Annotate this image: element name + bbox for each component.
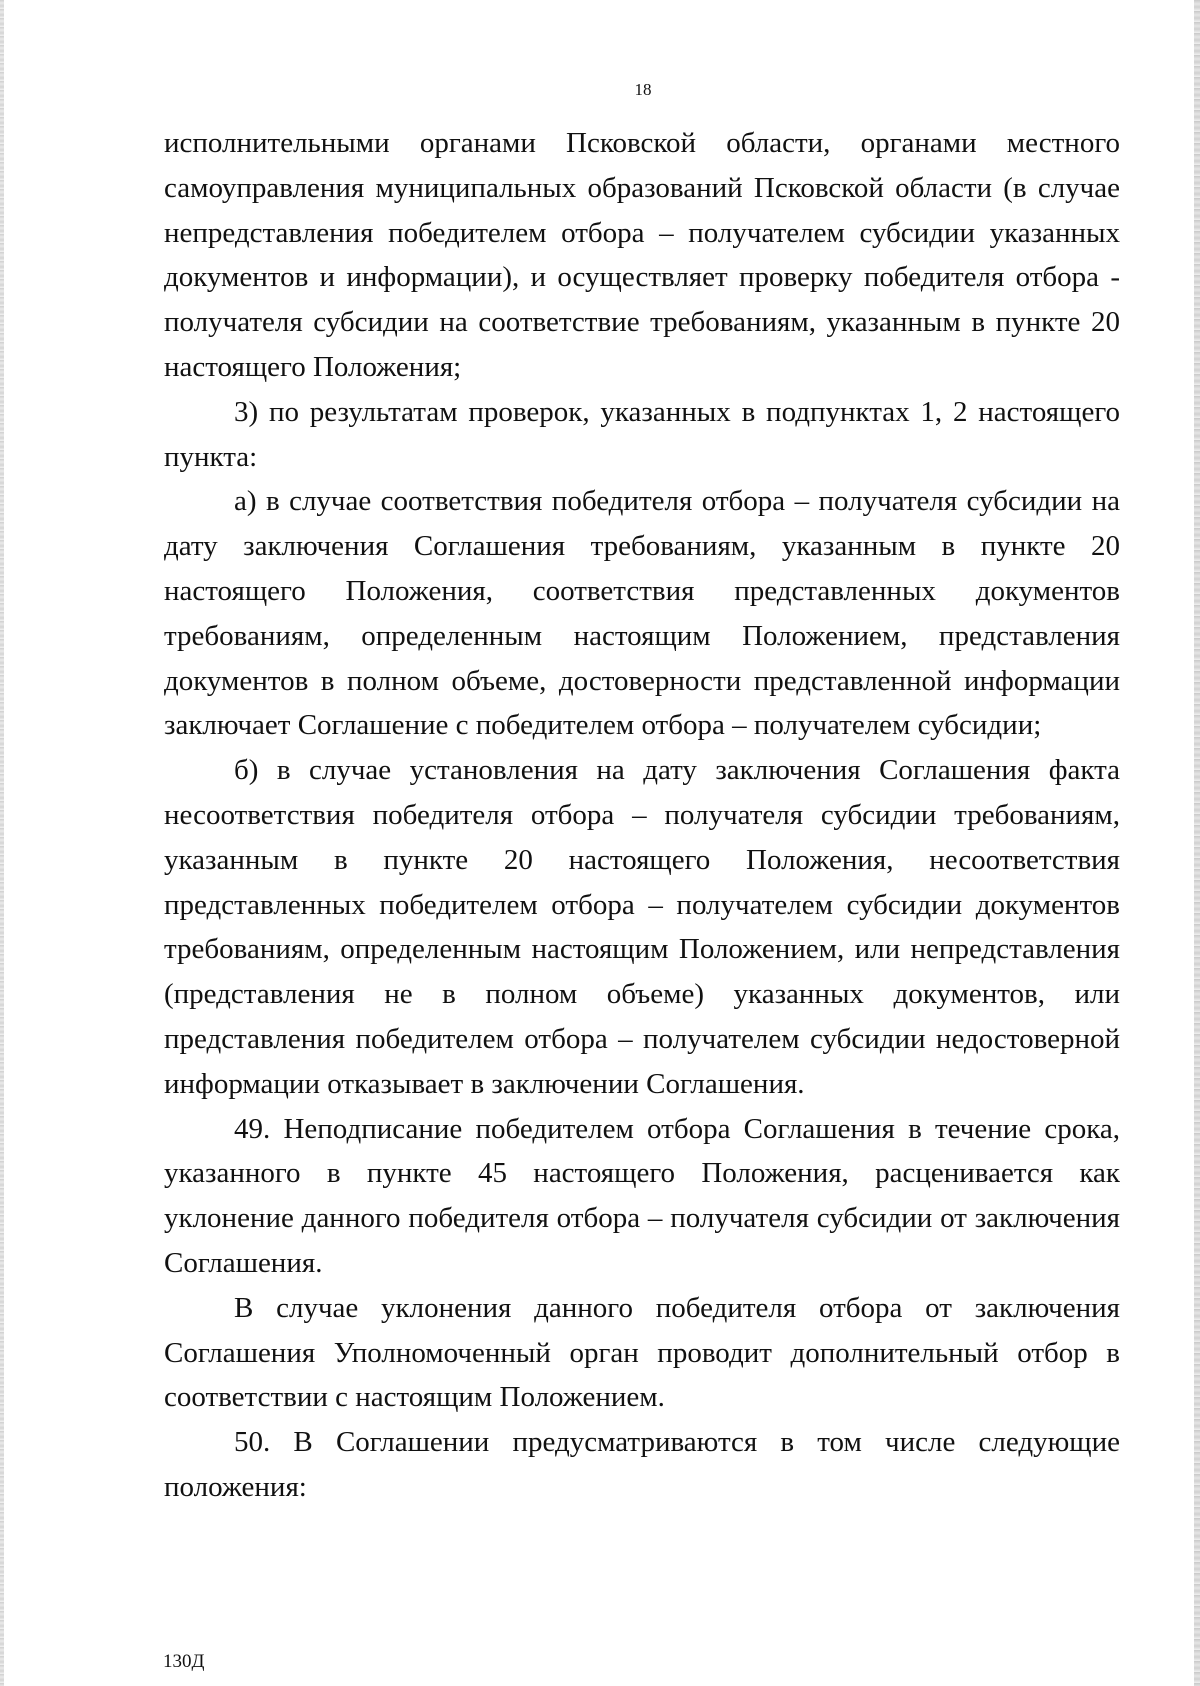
paragraph-50: 50. В Соглашении предусматриваются в том числе следующие положения:: [164, 1426, 1120, 1503]
scan-edge-right: [1194, 0, 1200, 1686]
paragraph-subitem-a: а) в случае соответствия победителя отбора – получателя субсидии на дату заключения Соглашения требованиям, указанным в пункте 20 настоящего Положения, соответствия представленных документов требованиям, определенным настоящим Положением, представления документов в полном объеме, достоверности представленной информации заключает Соглашение с победителем отбора – получателем субсидии;: [164, 485, 1120, 742]
document-body: [164, 121, 1120, 1510]
paragraph-49: 49. Неподписание победителем отбора Соглашения в течение срока, указанного в пункте 45 настоящего Положения, расценивается как уклонение данного победителя отбора – получателя субсидии от заключения Соглашения.: [164, 1112, 1120, 1279]
paragraph-continuation: исполнительными органами Псковской области, органами местного самоуправления муниципальных образований Псковской области (в случае непредставления победителем отбора – получателем субсидии указанных документов и информации), и осуществляет проверку победителя отбора - получателя субсидии на соответствие требованиям, указанным в пункте 20 настоящего Положения;: [164, 127, 1120, 383]
footer-document-code: 130Д: [163, 1651, 205, 1672]
paragraph-subitem-3: 3) по результатам проверок, указанных в подпунктах 1, 2 настоящего пункта:: [164, 395, 1120, 473]
paragraph-subitem-b: б) в случае установления на дату заключения Соглашения факта несоответствия победителя отбора – получателя субсидии требованиям, указанным в пункте 20 настоящего Положения, несоответствия представленных победителем отбора – получателем субсидии документов требованиям, определенным настоящим Положением, или непредставления (представления не в полном объеме) указанных документов, или представления победителем отбора – получателем субсидии недостоверной информации отказывает в заключении Соглашения.: [164, 754, 1120, 1100]
paragraph-evasion-case: В случае уклонения данного победителя отбора от заключения Соглашения Уполномоченный орган проводит дополнительный отбор в соответствии с настоящим Положением.: [164, 1291, 1120, 1414]
scan-edge-left: [0, 0, 4, 1686]
page-number: 18: [634, 80, 652, 99]
